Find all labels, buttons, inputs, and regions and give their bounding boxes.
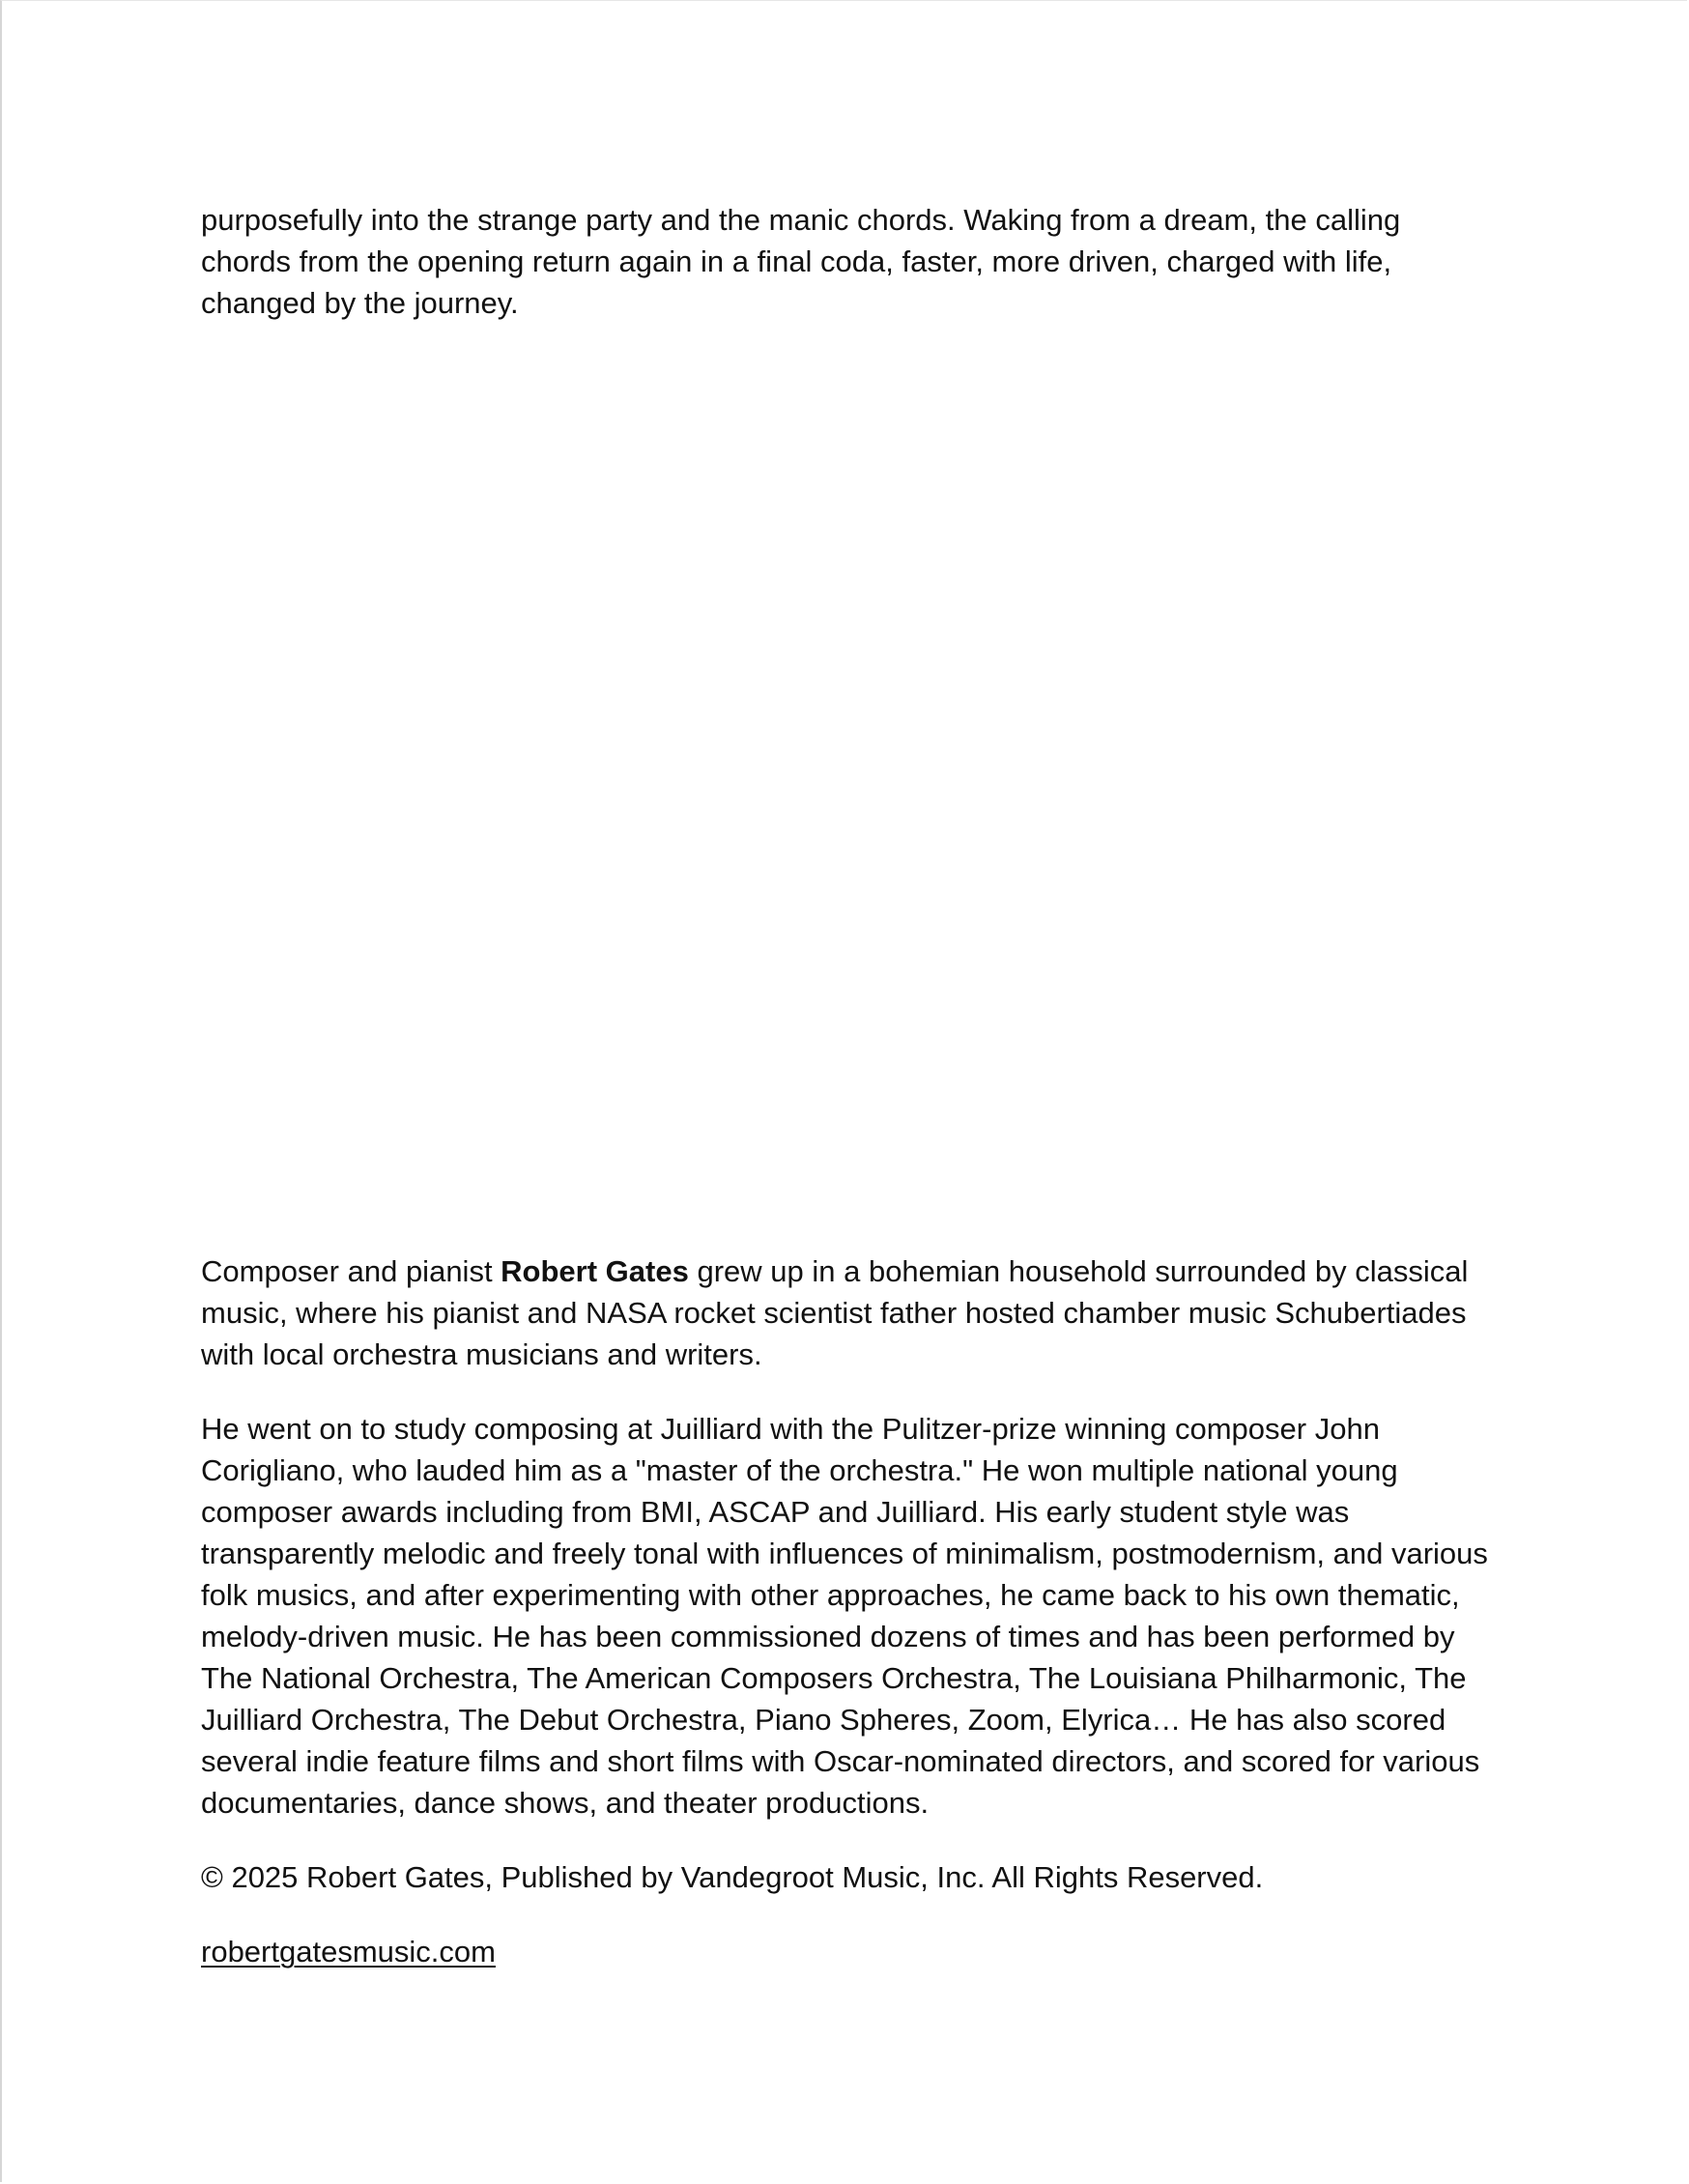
bio-intro-text: Composer and pianist xyxy=(201,1254,501,1288)
program-note-paragraph: purposefully into the strange party and the manic chords. Waking from a dream, the calling chords from the opening return again in a final coda, faster, more driven, charged with life, changed by the journey. xyxy=(201,203,1401,320)
program-note-continuation xyxy=(201,199,1496,357)
composer-biography xyxy=(201,1250,1496,2005)
bio-intro-rest: grew up in a bohemian household surrounded by classical music, where his pianist and NASA rocket scientist father hosted chamber music Schubertiades with local orchestra musicians and writers. xyxy=(201,1254,1469,1371)
website-link[interactable]: robertgatesmusic.com xyxy=(201,1935,496,1968)
bio-paragraph-1 xyxy=(201,1250,1496,1375)
bio-paragraph-2: He went on to study composing at Juilliard with the Pulitzer-prize winning composer John Corigliano, who lauded him as a "master of the orchestra." He won multiple national young composer awards including from BMI, ASCAP and Juilliard. His early student style was transparently melodic and freely tonal with influences of minimalism, postmodernism, and various folk musics, and after experimenting with other approaches, he came back to his own thematic, melody-driven music. He has been commissioned dozens of times and has been performed by The National Orchestra, The American Composers Orchestra, The Louisiana Philharmonic, The Juilliard Orchestra, The Debut Orchestra, Piano Spheres, Zoom, Elyrica… He has also scored several indie feature films and short films with Oscar-nominated directors, and scored for various documentaries, dance shows, and theater productions. xyxy=(201,1412,1488,1820)
composer-name: Robert Gates xyxy=(501,1254,689,1288)
website-line xyxy=(201,1931,1496,1972)
copyright-notice: © 2025 Robert Gates, Published by Vandegroot Music, Inc. All Rights Reserved. xyxy=(201,1860,1264,1894)
